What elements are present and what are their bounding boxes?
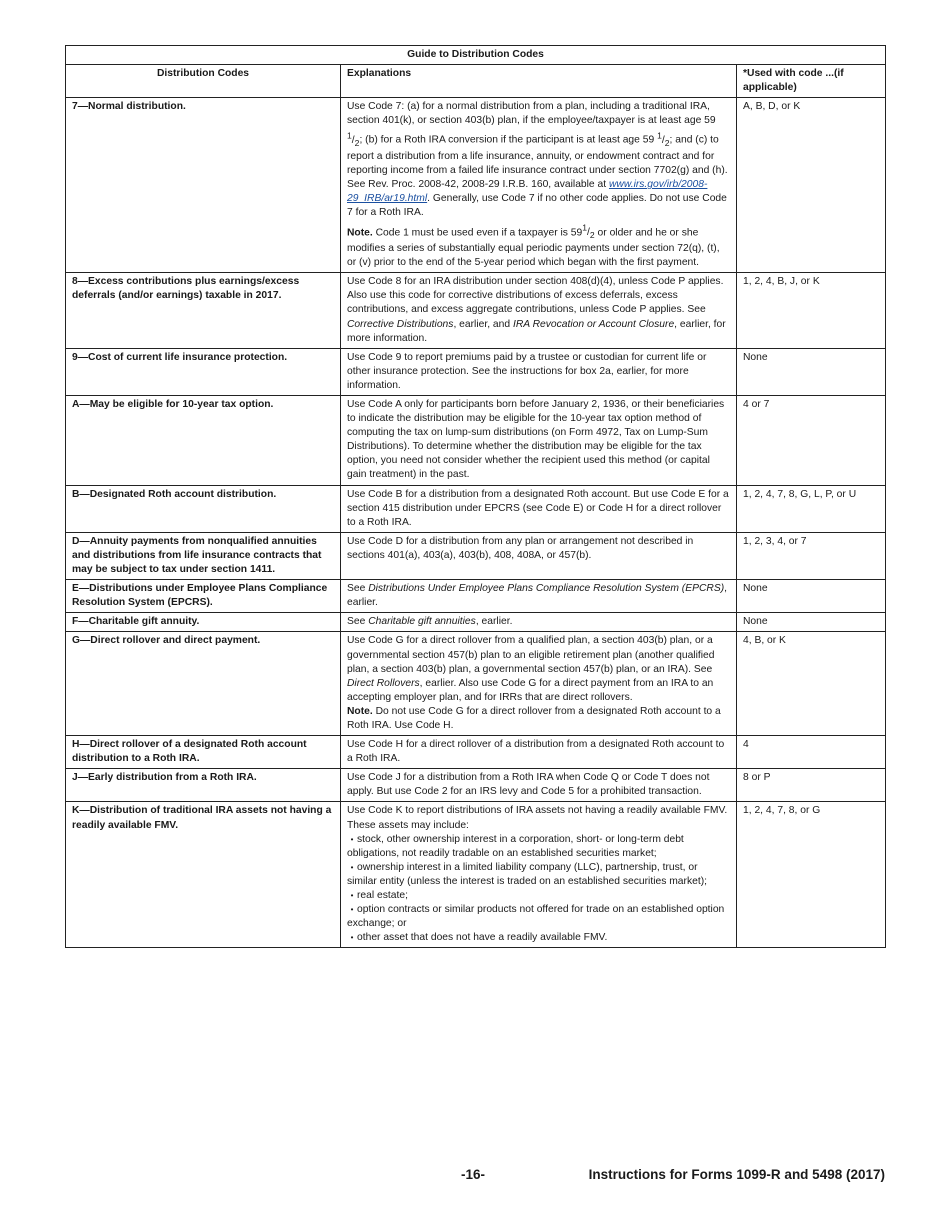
- cross-reference: Corrective Distributions: [347, 318, 454, 330]
- table-caption: Guide to Distribution Codes: [66, 46, 886, 65]
- used-with-cell: 1, 2, 4, 7, 8, or G: [737, 802, 886, 948]
- explanation-text: Use Code 8 for an IRA distribution under section 408(d)(4), unless Code P applies. Also use this code for corrective distributions of excess deferrals, excess contributions, and excess aggregate contributions, unless Code P applies. See: [347, 276, 724, 316]
- code-cell: D—Annuity payments from nonqualified annuities and distributions from life insurance contracts that may be subject to tax under section 1411.: [66, 532, 341, 579]
- list-item: [347, 903, 730, 931]
- list-item-text: other asset that does not have a readily available FMV.: [357, 932, 608, 944]
- fraction-numerator: 1: [347, 130, 352, 141]
- code-cell: E—Distributions under Employee Plans Compliance Resolution System (EPCRS).: [66, 580, 341, 613]
- explanation-cell: Use Code H for a direct rollover of a distribution from a designated Roth account to a Roth IRA.: [341, 736, 737, 769]
- table-row: [66, 802, 886, 948]
- note-text: Code 1 must be used even if a taxpayer is 59: [372, 226, 583, 238]
- explanation-text: , earlier.: [475, 616, 513, 628]
- explanation-text: , earlier, and: [453, 318, 513, 330]
- explanation-cell: [341, 98, 737, 273]
- explanation-cell: [341, 580, 737, 613]
- fraction: $^1/_2$: [657, 130, 670, 148]
- explanation-cell: [341, 273, 737, 348]
- irs-irb-link[interactable]: www.irs.gov/irb/2008-29_IRB/ar19.html: [347, 179, 708, 205]
- explanation-text: ; and (c) to report a distribution from a life insurance, annuity, or endowment contract and for reporting income from a failed life insurance contract under section 7702(g) and (h). See Rev. Proc. 2008-42, 2008-29 I.R.B. 160, available at: [347, 134, 728, 191]
- bullet-icon: •: [350, 905, 354, 915]
- fraction-numerator: 1: [657, 130, 662, 141]
- explanation-text: See: [347, 583, 369, 595]
- used-with-cell: 4, B, or K: [737, 632, 886, 736]
- header-explanations: Explanations: [341, 65, 737, 98]
- used-with-cell: 1, 2, 4, 7, 8, G, L, P, or U: [737, 485, 886, 532]
- list-item: [347, 889, 730, 903]
- explanation-text: ; (b) for a Roth IRA conversion if the participant is at least age 59: [359, 134, 655, 146]
- cross-reference: Direct Rollovers: [347, 677, 420, 689]
- list-item: [347, 833, 730, 861]
- explanation-cell: Use Code A only for participants born before January 2, 1936, or their beneficiaries to indicate the distribution may be eligible for the 10-year tax option method of computing the tax on lump-sum distributions (on Form 4972, Tax on Lump-Sum Distributions). To determine whether the distribution may be eligible for the tax option, you need not consider whether the recipient used this method (or capital gain treatment) in the past.: [341, 396, 737, 486]
- used-with-cell: 1, 2, 3, 4, or 7: [737, 532, 886, 579]
- bullet-icon: •: [350, 834, 354, 844]
- used-with-cell: 4 or 7: [737, 396, 886, 486]
- explanation-text: , earlier, for more information.: [347, 318, 726, 344]
- explanation-text: Use Code G for a direct rollover from a qualified plan, a section 403(b) plan, or a governmental section 457(b) plan to an eligible retirement plan (another qualified plan, a section 403(b) plan, a governmental section 457(b) plan, or an IRA). See: [347, 635, 715, 675]
- explanation-cell: Use Code J for a distribution from a Roth IRA when Code Q or Code T does not apply. But use Code 2 for an IRS levy and Code 5 for a prohibited transaction.: [341, 769, 737, 802]
- form-title: Instructions for Forms 1099-R and 5498 (2017): [588, 1167, 885, 1182]
- list-item-text: stock, other ownership interest in a corporation, short- or long-term debt obligations, not readily tradable on an established securities market;: [347, 833, 684, 859]
- explanation-text: . Generally, use Code 7 if no other code applies. Do not use Code 7 for a Roth IRA.: [347, 193, 727, 219]
- note-paragraph: [347, 221, 730, 271]
- note-label: Note.: [347, 705, 373, 717]
- fraction-numerator: 1: [582, 222, 588, 233]
- table-caption-row: [66, 46, 886, 65]
- explanation-cell: [341, 802, 737, 948]
- code-cell: 7—Normal distribution.: [66, 98, 341, 273]
- note-label: Note.: [347, 226, 373, 238]
- cross-reference: IRA Revocation or Account Closure: [512, 318, 675, 330]
- cross-reference: Charitable gift annuities: [368, 616, 476, 628]
- used-with-cell: None: [737, 613, 886, 632]
- fraction-denominator: 2: [664, 137, 670, 148]
- used-with-cell: None: [737, 580, 886, 613]
- used-with-cell: 4: [737, 736, 886, 769]
- fraction: $^1/_2$: [347, 130, 360, 148]
- code-cell: 9—Cost of current life insurance protection.: [66, 348, 341, 395]
- distribution-codes-table: [65, 45, 886, 948]
- table-row: [66, 485, 886, 532]
- fraction: $^1/_2$: [582, 222, 595, 240]
- list-item-text: real estate;: [357, 890, 408, 901]
- list-item: [347, 931, 730, 945]
- note-text: Do not use Code G for a direct rollover from a designated Roth account to a Roth IRA. Use Code H.: [347, 705, 721, 731]
- cross-reference: Distributions Under Employee Plans Compliance Resolution System (EPCRS): [368, 583, 725, 595]
- list-item: [347, 861, 730, 889]
- table-row: [66, 613, 886, 632]
- explanation-cell: [341, 632, 737, 736]
- page-footer: [0, 1167, 950, 1187]
- bullet-icon: •: [350, 862, 354, 872]
- table-header-row: [66, 65, 886, 98]
- code-cell: F—Charitable gift annuity.: [66, 613, 341, 632]
- table-row: [66, 396, 886, 486]
- used-with-cell: 1, 2, 4, B, J, or K: [737, 273, 886, 348]
- note-paragraph: [347, 705, 730, 733]
- explanation-cell: Use Code B for a distribution from a designated Roth account. But use Code E for a section 415 distribution under EPCRS (see Code E) or Code H for a direct rollover to a Roth IRA.: [341, 485, 737, 532]
- code-cell: 8—Excess contributions plus earnings/excess deferrals (and/or earnings) taxable in 2017.: [66, 273, 341, 348]
- fraction-denominator: 2: [354, 137, 360, 148]
- used-with-cell: None: [737, 348, 886, 395]
- code-cell: J—Early distribution from a Roth IRA.: [66, 769, 341, 802]
- explanation-cell: Use Code D for a distribution from any plan or arrangement not described in sections 401(a), 403(a), 403(b), 408, 408A, or 457(b).: [341, 532, 737, 579]
- explanation-text: Use Code K to report distributions of IRA assets not having a readily available FMV. These assets may include:: [347, 805, 728, 831]
- used-with-cell: 8 or P: [737, 769, 886, 802]
- table-row: [66, 273, 886, 348]
- code-cell: H—Direct rollover of a designated Roth account distribution to a Roth IRA.: [66, 736, 341, 769]
- explanation-text: Use Code 7: (a) for a normal distribution from a plan, including a traditional IRA, section 401(k), or section 403(b) plan, if the employee/taxpayer is at least age 59: [347, 101, 716, 127]
- list-item-text: ownership interest in a limited liability company (LLC), partnership, trust, or similar entity (unless the interest is traded on an established securities market);: [347, 861, 707, 887]
- list-item-text: option contracts or similar products not offered for trade on an established option exchange; or: [347, 904, 725, 930]
- table-row: [66, 98, 886, 273]
- table-row: [66, 632, 886, 736]
- explanation-text: , earlier. Also use Code G for a direct payment from an IRA to an accepting employer plan, and for IRRs that are direct rollovers.: [347, 677, 714, 703]
- header-distribution-codes: Distribution Codes: [66, 65, 341, 98]
- bullet-icon: •: [350, 933, 354, 943]
- table-row: [66, 580, 886, 613]
- code-cell: B—Designated Roth account distribution.: [66, 485, 341, 532]
- explanation-text: , earlier.: [347, 583, 728, 609]
- table-row: [66, 532, 886, 579]
- explanation-cell: [341, 613, 737, 632]
- table-row: [66, 736, 886, 769]
- fraction-denominator: 2: [589, 229, 595, 240]
- bullet-icon: •: [350, 891, 354, 900]
- page-number: -16-: [461, 1167, 486, 1182]
- header-used-with: *Used with code ...(if applicable): [737, 65, 886, 98]
- code-cell: K—Distribution of traditional IRA assets not having a readily available FMV.: [66, 802, 341, 948]
- table-row: [66, 348, 886, 395]
- explanation-cell: Use Code 9 to report premiums paid by a trustee or custodian for current life or other insurance protection. See the instructions for box 2a, earlier, for more information.: [341, 348, 737, 395]
- code-cell: G—Direct rollover and direct payment.: [66, 632, 341, 736]
- table-row: [66, 769, 886, 802]
- used-with-cell: A, B, D, or K: [737, 98, 886, 273]
- code-cell: A—May be eligible for 10-year tax option.: [66, 396, 341, 486]
- note-text: or older and he or she modifies a series of substantially equal periodic payments under section 72(q), (t), or (v) prior to the end of the 5-year period which began with the first payment.: [347, 226, 720, 269]
- explanation-text: See: [347, 616, 369, 628]
